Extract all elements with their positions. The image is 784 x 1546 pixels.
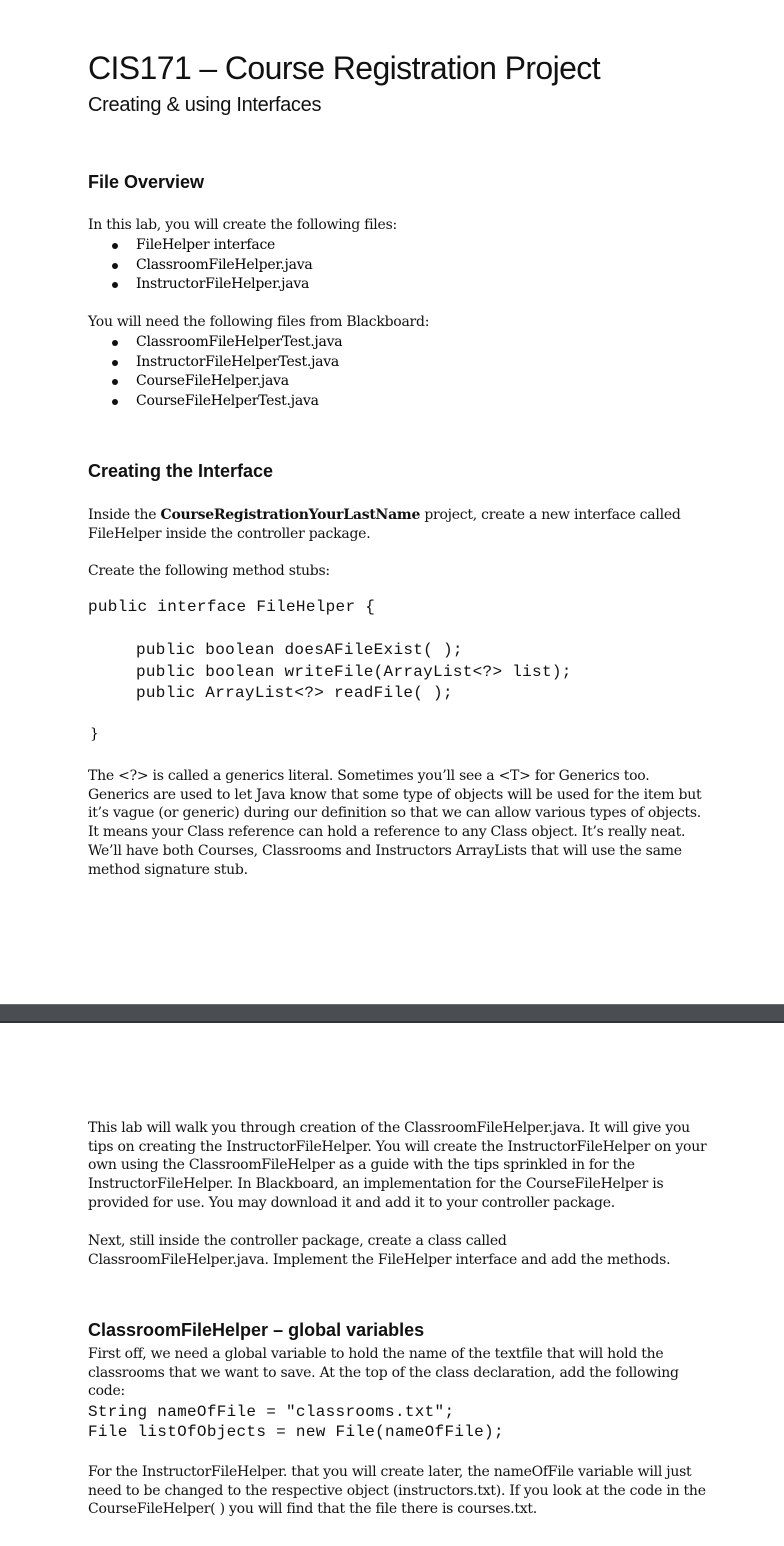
list-item: ClassroomFileHelperTest.java	[112, 333, 342, 353]
project-name: CourseRegistrationYourLastName	[160, 507, 421, 523]
interface-declaration-code: public interface FileHelper {	[88, 598, 376, 616]
code-line: File listOfObjects = new File(nameOfFile);	[88, 1423, 504, 1441]
document-page-2	[0, 1023, 784, 1546]
list-item: FileHelper interface	[112, 236, 312, 256]
list-item: InstructorFileHelperTest.java	[112, 353, 342, 373]
create-class-paragraph: Next, still inside the controller package, create a class called ClassroomFileHelper.java. Implement the FileHelper interface and add the methods.	[88, 1233, 671, 1268]
code-line: public ArrayList<?> readFile( );	[136, 684, 453, 702]
instructor-file-note: For the InstructorFileHelper. that you will create later, the nameOfFile variable will just need to be changed to the respective object (instructors.txt). If you look at the code in the CourseFileHelper( ) you will find that the file there is courses.txt.	[88, 1464, 706, 1518]
global-variables-paragraph: First off, we need a global variable to hold the name of the textfile that will hold the classrooms that we want to save. At the top of the class declaration, add the following code:	[88, 1346, 679, 1400]
list-item: InstructorFileHelper.java	[112, 275, 312, 295]
list-item: ClassroomFileHelper.java	[112, 256, 312, 276]
code-line: public boolean writeFile(ArrayList<?> list);	[136, 662, 572, 681]
method-stubs-code	[136, 640, 572, 705]
document-subtitle: Creating & using Interfaces	[88, 94, 322, 116]
lab-walkthrough-paragraph: This lab will walk you through creation of the ClassroomFileHelper.java. It will give you tips on creating the InstructorFileHelper. You will create the InstructorFileHelper on your own using the ClassroomFileHelper as a guide with the tips sprinkled in for the InstructorFileHelper. In Blackboard, an implementation for the CourseFileHelper is provided for use. You may download it and add it to your controller package.	[88, 1120, 707, 1211]
file-overview-heading: File Overview	[88, 172, 205, 192]
code-line: public boolean doesAFileExist( );	[136, 641, 463, 659]
closing-brace: }	[90, 726, 99, 742]
document-title: CIS171 – Course Registration Project	[88, 50, 600, 86]
needed-files-list	[112, 333, 342, 411]
generics-explanation: The <?> is called a generics literal. Sometimes you’ll see a <T> for Generics too. Generics are used to let Java know that some type of objects will be used for the item but it’s vague (or generic) during our definition so that we can allow various types of objects. It means your Class reference can hold a reference to any Class object. It’s really neat. We’ll have both Courses, Classrooms and Instructors ArrayLists that will use the same method signature stub.	[88, 768, 702, 878]
global-variables-code	[88, 1402, 504, 1442]
list-item: CourseFileHelperTest.java	[112, 392, 342, 412]
instructions-text-end: project, create a new interface called FileHelper inside the controller package.	[88, 507, 681, 542]
code-line: String nameOfFile = "classrooms.txt";	[88, 1403, 455, 1421]
method-stubs-intro: Create the following method stubs:	[88, 563, 330, 579]
creating-interface-heading: Creating the Interface	[88, 461, 274, 481]
create-files-intro: In this lab, you will create the following files:	[88, 217, 397, 233]
instructions-text-start: Inside the	[88, 507, 161, 523]
needed-files-intro: You will need the following files from Blackboard:	[88, 314, 430, 330]
interface-instructions	[88, 506, 708, 543]
list-item: CourseFileHelper.java	[112, 372, 342, 392]
create-files-list	[112, 236, 312, 295]
global-variables-heading: ClassroomFileHelper – global variables	[88, 1320, 425, 1340]
page-break	[0, 1004, 784, 1023]
